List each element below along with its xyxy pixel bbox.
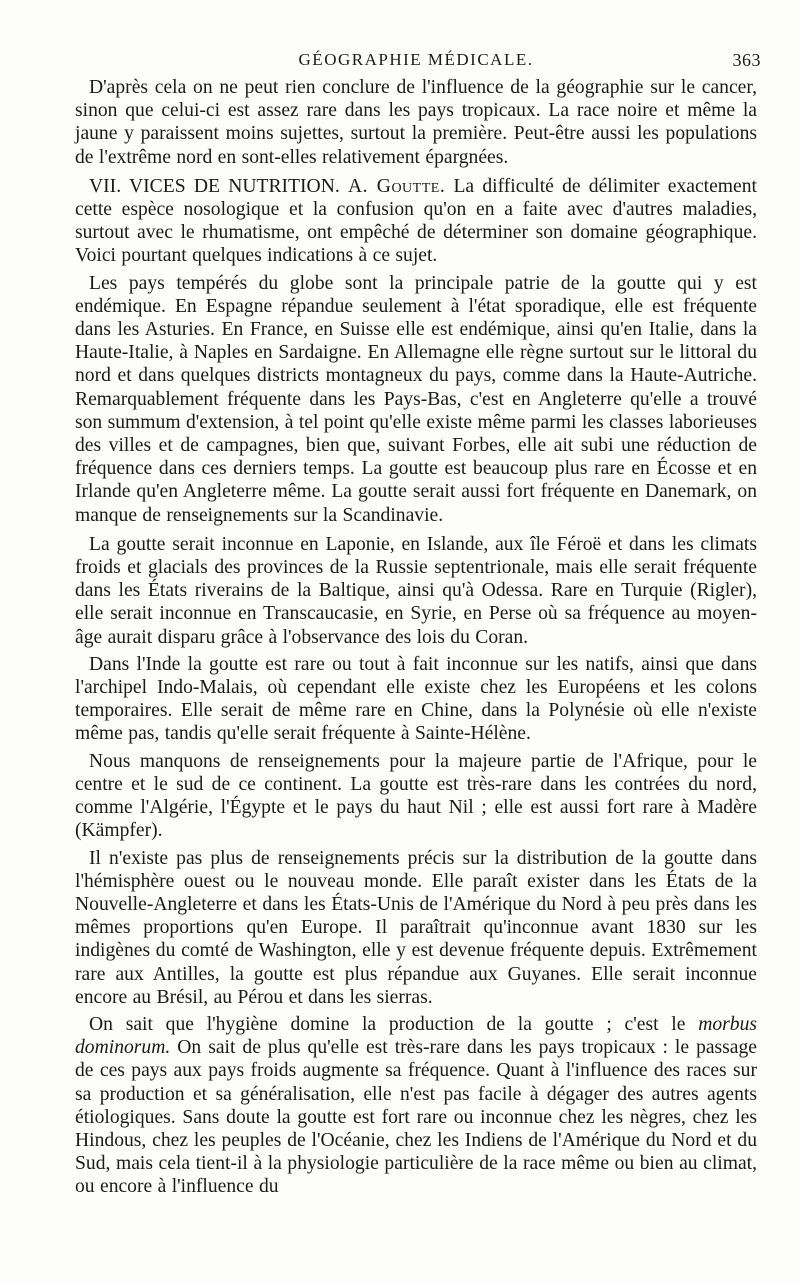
paragraph-hygiene-end: On sait de plus qu'elle est très-rare dans les pays tropicaux : le passage de ces pays aux pays froids augmente sa fréquence. Quant à l'influence des races sur sa production et sa généralisation, elle n'est pas facile à dégager des autres agents étiologiques. Sans doute la goutte est fort rare ou inconnue chez les nègres, chez les Hindous, chez les peuples de l'Océanie, chez les Indiens de l'Amérique du Nord et du Sud, mais cela tient-il à la physiologie particulière de la race même ou bien au climat, ou encore à l'influence du xyxy=(75,1037,757,1198)
latin-term: morbus dominorum. xyxy=(75,1013,758,1059)
paragraph-hygiene-start: On sait que l'hygiène domine la production de la goutte ; c'est le xyxy=(89,1013,686,1035)
section-heading: VII. VICES DE NUTRITION. xyxy=(89,175,340,197)
paragraph-india-asia: Dans l'Inde la goutte est rare ou tout à fait inconnue sur les natifs, ainsi que dans l'archipel Indo-Malais, où cependant elle existe chez les Européens et les colons temporaires. Elle serait de même rare en Chine, dans la Polynésie où elle n'existe même pas, tandis qu'elle serait fréquente à Sainte-Hélène. xyxy=(75,653,757,745)
paragraph-hygiene-races xyxy=(75,1013,757,1199)
paragraph-africa: Nous manquons de renseignements pour la majeure partie de l'Afrique, pour le centre et le sud de ce continent. La goutte est très-rare dans les contrées du nord, comme l'Algérie, l'Égypte et le pays du haut Nil ; elle est aussi fort rare à Madère (Kämpfer). xyxy=(75,750,757,842)
paragraph-temperate-countries: Les pays tempérés du globe sont la principale patrie de la goutte qui y est endémique. En Espagne répandue seulement à l'état sporadique, elle est fréquente dans les Asturies. En France, en Suisse elle est endémique, ainsi qu'en Italie, dans la Haute-Italie, à Naples en Sardaigne. En Allemagne elle règne surtout sur le littoral du nord et dans quelques districts montagneux du pays, comme dans la Haute-Autriche. Remarquablement fréquente dans les Pays-Bas, c'est en Angleterre qu'elle a trouvé son summum d'extension, à tel point qu'elle existe même parmi les classes laborieuses des villes et de campagnes, bien que, suivant Forbes, elle ait subi une réduction de fréquence dans ces derniers temps. La goutte est beaucoup plus rare en Écosse et en Irlande qu'en Angleterre même. La goutte serait aussi fort fréquente en Danemark, on manque de renseignements sur la Scandinavie. xyxy=(75,272,757,526)
paragraph-cold-climates: La goutte serait inconnue en Laponie, en Islande, aux île Féroë et dans les climats froids et glacials des provinces de la Russie septentrionale, mais elle serait fréquente dans les États riverains de la Baltique, ainsi qu'à Odessa. Rare en Turquie (Rigler), elle serait inconnue en Transcaucasie, en Syrie, en Perse où sa fréquence au moyen-âge aurait disparu grâce à l'observance des lois du Coran. xyxy=(75,533,757,648)
paragraph-cancer-conclusion: D'après cela on ne peut rien conclure de l'influence de la géographie sur le cancer, sinon que celui-ci est assez rare dans les pays tropicaux. La race noire et même la jaune y paraissent moins sujettes, surtout la première. Peut-être aussi les populations de l'extrême nord en sont-elles relativement épargnées. xyxy=(75,77,757,168)
page-number: 363 xyxy=(732,50,761,70)
paragraph-goutte-intro-text: La difficulté de délimiter exactement cette espèce nosologique et la confusion qu'on en a faite avec d'autres maladies, surtout avec le rhumatisme, ont empêché de déterminer son domaine géographique. Voici pourtant quelques indications à ce sujet. xyxy=(75,175,757,267)
page xyxy=(75,44,761,1203)
paragraph-goutte-intro xyxy=(75,175,757,268)
paragraph-new-world: Il n'existe pas plus de renseignements précis sur la distribution de la goutte dans l'hémisphère ouest ou le nouveau monde. Elle paraît exister dans les États de la Nouvelle-Angleterre et dans les États-Unis de l'Amérique du Nord à peu près dans les mêmes proportions qu'en Europe. Il paraîtrait qu'inconnue avant 1830 sur les indigènes du comté de Washington, elle y est devenue fréquente depuis. Extrêmement rare aux Antilles, la goutte est plus répandue aux Guyanes. Elle serait inconnue encore au Brésil, au Pérou et dans les sierras. xyxy=(75,847,757,1008)
running-title: GÉOGRAPHIE MÉDICALE. xyxy=(298,50,534,69)
subsection-heading: A. Goutte. xyxy=(348,175,446,197)
running-header xyxy=(75,44,761,74)
